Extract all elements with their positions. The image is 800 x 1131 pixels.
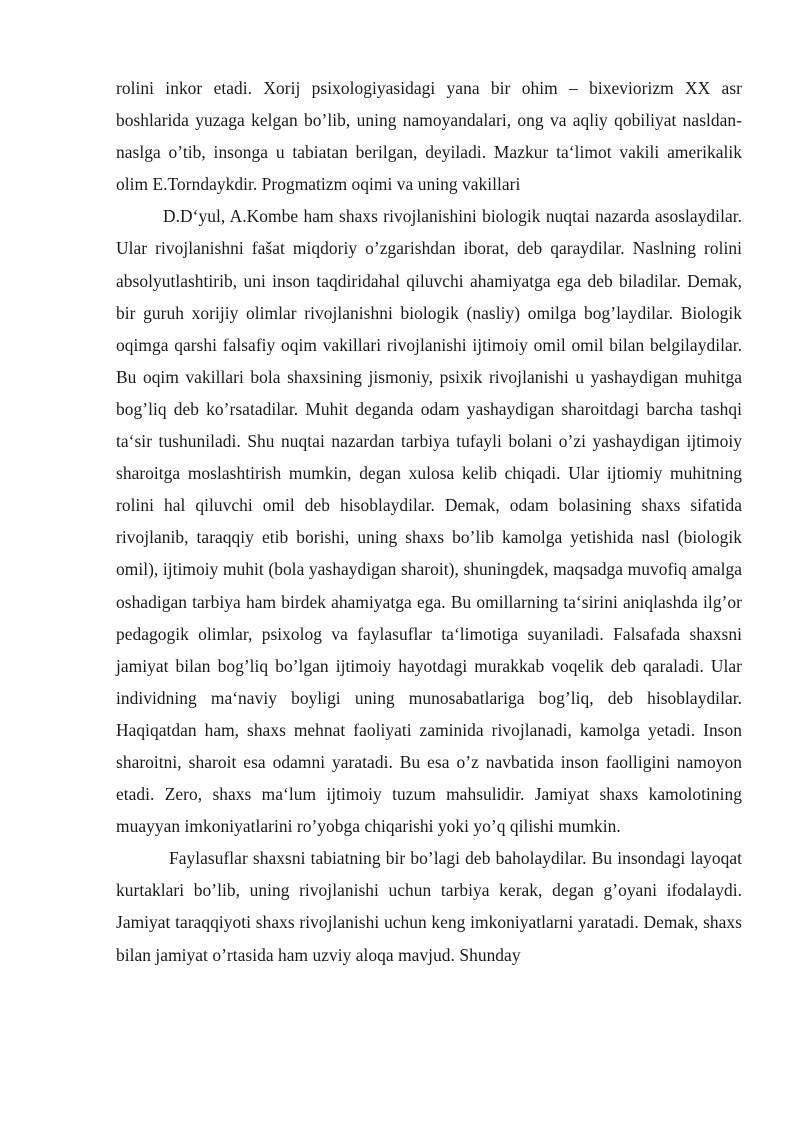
paragraph-development-theories: D.D‘yul, A.Kombe ham shaxs rivojlanishini biologik nuqtai nazarda asoslaydilar. Ular rivojlanishni fašat miqdoriy o’zgarishdan iborat, deb qaraydilar. Naslning rolini absolyutlashtirib, uni inson taqdiridahal qiluvchi ahamiyatga ega deb biladilar. Demak, bir guruh xorijiy olimlar rivojlanishni biologik (nasliy) omilga bog’laydilar. Biologik oqimga qarshi falsafiy oqim vakillari rivojlanishi ijtimoiy omil omil bilan belgilaydilar. Bu oqim vakillari bola shaxsining jismoniy, psixik rivojlanishi u yashaydigan muhitga bog’liq deb ko’rsatadilar. Muhit deganda odam yashaydigan sharoitdagi barcha tashqi ta‘sir tushuniladi. Shu nuqtai nazardan tarbiya tufayli bolani o’zi yashaydigan ijtimoiy sharoitga moslashtirish mumkin, degan xulosa kelib chiqadi. Ular ijtiomiy muhitning rolini hal qiluvchi omil deb hisoblaydilar. Demak, odam bolasining shaxs sifatida rivojlanib, taraqqiy etib borishi, uning shaxs bo’lib kamolga yetishida nasl (biologik omil), ijtimoiy muhit (bola yashaydigan sharoit), shuningdek, maqsadga muvofiq amalga oshadigan tarbiya ham birdek ahamiyatga ega. Bu omillarning ta‘sirini aniqlashda ilg’or pedagogik olimlar, psixolog va faylasuflar ta‘limotiga suyaniladi. Falsafada shaxsni jamiyat bilan bog’liq bo’lgan ijtimoiy hayotdagi murakkab voqelik deb qaraladi. Ular individning ma‘naviy boyligi uning munosabatlariga bog’liq, deb hisoblaydilar. Haqiqatdan ham, shaxs mehnat faoliyati zaminida rivojlanadi, kamolga yetadi. Inson sharoitni, sharoit esa odamni yaratadi. Bu esa o’z navbatida inson faolligini namoyon etadi. Zero, shaxs ma‘lum ijtimoiy tuzum mahsulidir. Jamiyat shaxs kamolotining muayyan imkoniyatlarini ro’yobga chiqarishi yoki yo’q qilishi mumkin. — [116, 206, 742, 837]
paragraph-philosophers: Faylasuflar shaxsni tabiatning bir bo’lagi deb baholaydilar. Bu insondagi layoqat kurtaklari bo’lib, uning rivojlanishi uchun tarbiya kerak, degan g’oyani ifodalaydi. Jamiyat taraqqiyoti shaxs rivojlanishi uchun keng imkoniyatlarni yaratadi. Demak, shaxs bilan jamiyat o’rtasida ham uzviy aloqa mavjud. Shunday — [116, 848, 742, 965]
paragraph-continuation: rolini inkor etadi. Xorij psixologiyasidagi yana bir ohim – bixeviorizm XX asr boshlarida yuzaga kelgan bo’lib, uning namoyandalari, ong va aqliy qobiliyat nasldan-naslga o’tib, insonga u tabiatan berilgan, deyiladi. Mazkur ta‘limot vakili amerikalik olim E.Torndaykdir. Progmatizm oqimi va uning vakillari — [116, 78, 742, 195]
body-text — [116, 72, 742, 971]
